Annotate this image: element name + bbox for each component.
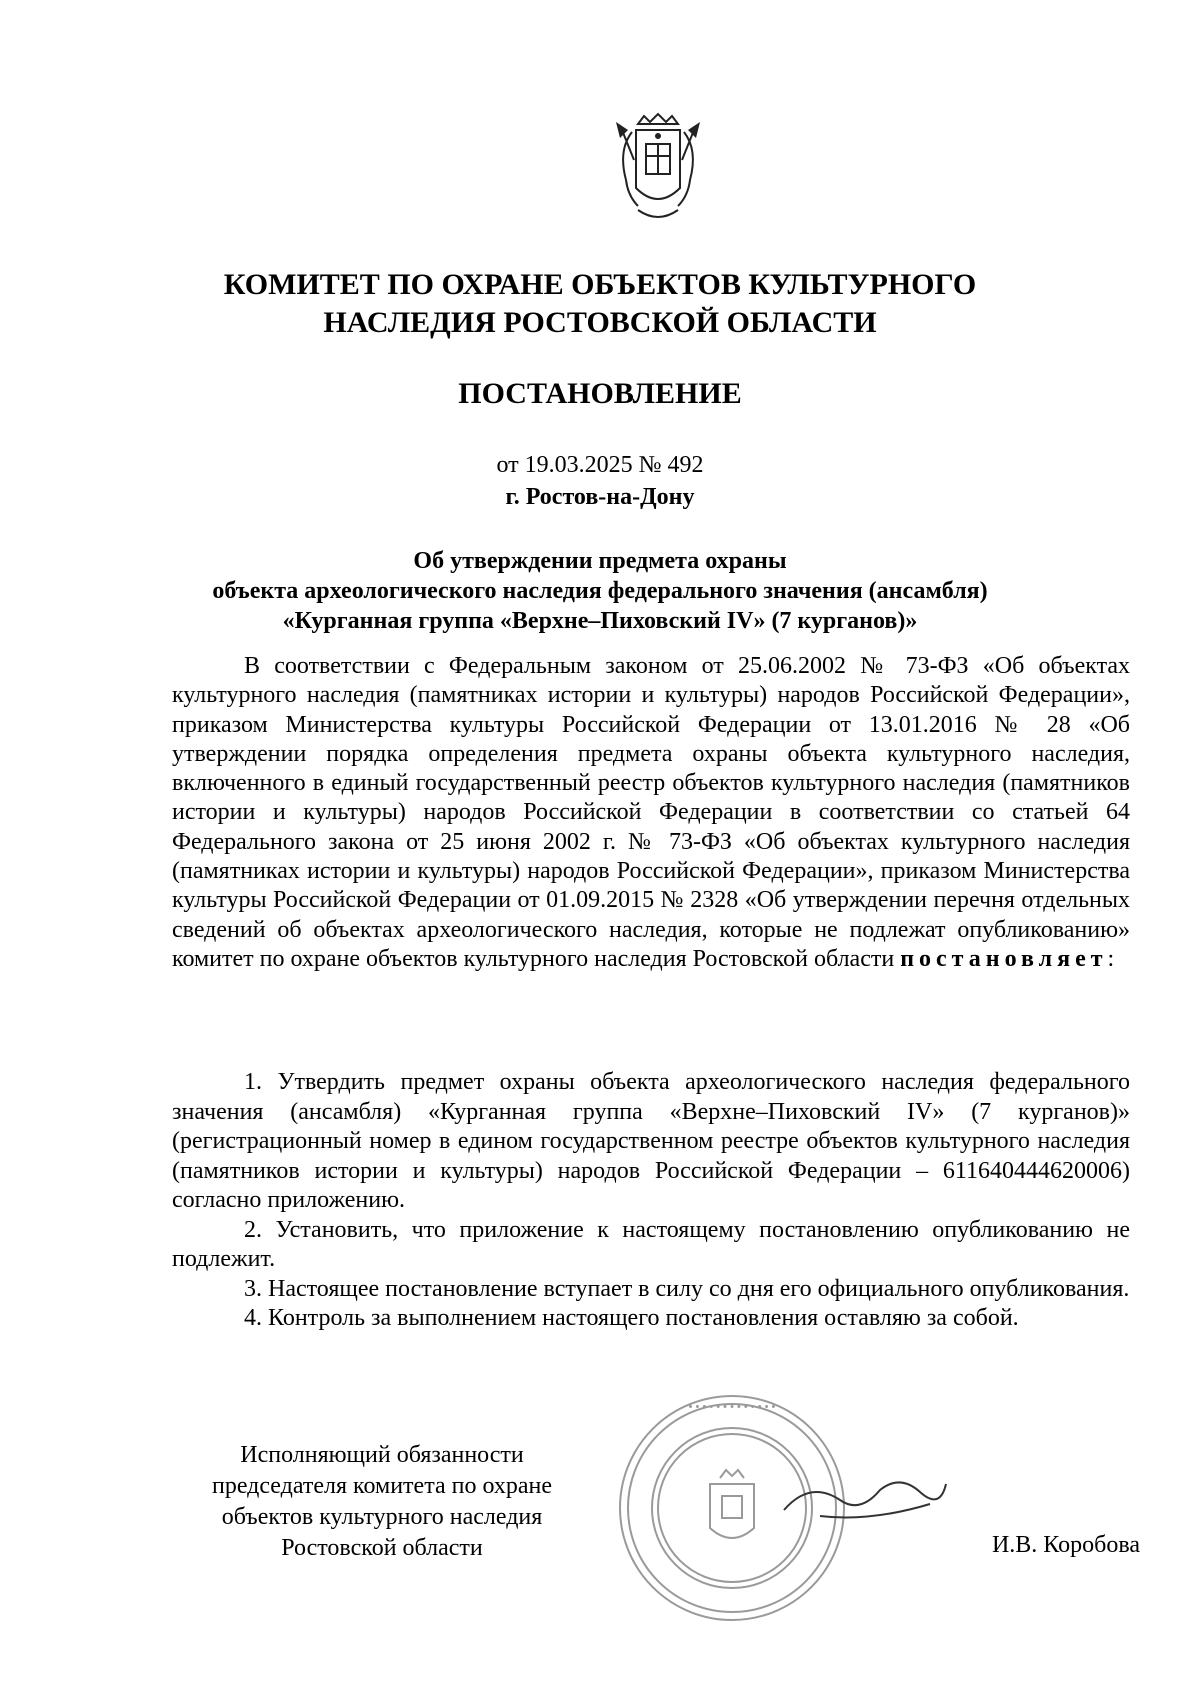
signatory-position-line2: председателя комитета по охране <box>211 1473 553 1499</box>
decree-items <box>172 1068 1130 1334</box>
subject-line3: «Курганная группа «Верхне–Пиховский IV» (7 курганов)» <box>282 608 918 634</box>
decree-item-1: 1. Утвердить предмет охраны объекта археологического наследия федерального значения (ансамбля) «Курганная группа «Верхне–Пиховский IV» (7 курганов)» (регистрационный номер в едином государственном реестре объектов культурного наследия (памятников истории и культуры) народов Российской Федерации – 611640444620006) согласно приложению. <box>172 1069 1130 1213</box>
subject-line1: Об утверждении предмета охраны <box>413 548 787 574</box>
subject-line2: объекта археологического наследия федерального значения (ансамбля) <box>212 578 988 604</box>
preamble-text: В соответствии с Федеральным законом от 25.06.2002 № 73-ФЗ «Об объектах культурного наследия (памятниках истории и культуры) народов Российской Федерации», приказом Министерства культуры Российской Федерации от 13.01.2016 № 28 «Об утверждении порядка определения предмета охраны объекта культурного наследия, включенного в единый государственный реестр объектов культурного наследия (памятников истории и культуры) народов Российской Федерации в соответствии со статьей 64 Федерального закона от 25 июня 2002 г. № 73-ФЗ «Об объектах культурного наследия (памятниках истории и культуры) народов Российской Федерации», приказом Министерства культуры Российской Федерации от 01.09.2015 № 2328 «Об утверждении перечня отдельных сведений об объектах археологического наследия, которые не подлежат опубликованию» комитет по охране объектов культурного наследия Ростовской области <box>172 653 1130 972</box>
organization-title-line2: НАСЛЕДИЯ РОСТОВСКОЙ ОБЛАСТИ <box>323 306 877 339</box>
signatory-position-line4: Ростовской области <box>281 1535 483 1561</box>
preamble-colon: : <box>1107 945 1115 972</box>
organization-title-line1: КОМИТЕТ ПО ОХРАНЕ ОБЪЕКТОВ КУЛЬТУРНОГО <box>223 268 977 301</box>
handwritten-signature-icon <box>780 1470 950 1530</box>
signatory-position <box>182 1440 582 1564</box>
coat-of-arms-icon <box>608 110 708 230</box>
preamble <box>172 652 1130 974</box>
document-subject <box>170 546 1030 636</box>
decree-item-2: 2. Установить, что приложение к настоящему постановлению опубликованию не подлежит. <box>172 1216 1130 1272</box>
signatory-position-line3: объектов культурного наследия <box>221 1504 543 1530</box>
decree-item-3: 3. Настоящее постановление вступает в силу со дня его официального опубликования. <box>244 1275 1130 1302</box>
document-type: ПОСТАНОВЛЕНИЕ <box>458 377 742 410</box>
preamble-paragraph <box>172 652 1130 974</box>
document-date-number: от 19.03.2025 № 492 <box>496 452 704 478</box>
signatory-position-line1: Исполняющий обязанности <box>240 1442 524 1468</box>
svg-text:• • • • • • • • • • • • •: • • • • • • • • • • • • • <box>688 1401 776 1413</box>
organization-title <box>160 266 1040 342</box>
decree-item-4: 4. Контроль за выполнением настоящего постановления оставляю за собой. <box>244 1305 1019 1331</box>
decree-word: постановляет <box>900 945 1108 972</box>
document-city: г. Ростов-на-Дону <box>505 484 695 510</box>
signatory-name: И.В. Коробова <box>991 1532 1140 1558</box>
